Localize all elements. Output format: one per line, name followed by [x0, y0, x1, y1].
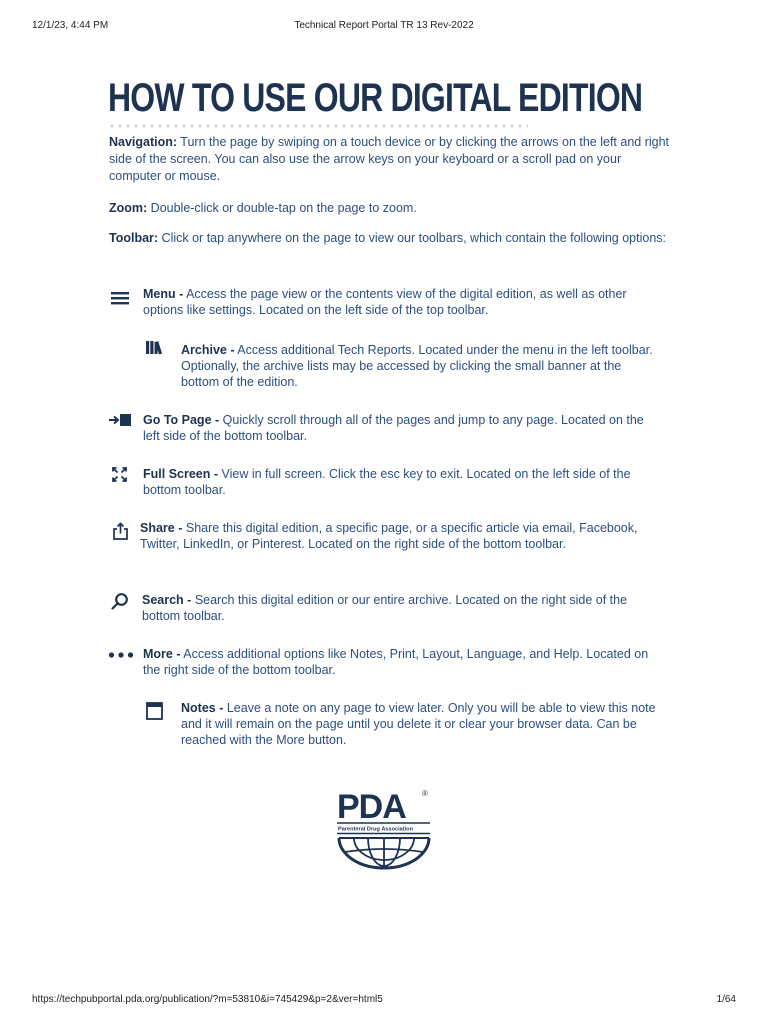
share-icon: [113, 522, 128, 540]
toolbar-text: Click or tap anywhere on the page to view our toolbars, which contain the following options:: [158, 231, 667, 245]
zoom-label: Zoom:: [109, 201, 148, 215]
menu-option-text: Access the page view or the contents view of the digital edition, as well as other options like settings. Located on the left side of the top toolbar.: [143, 287, 627, 317]
go-to-page-icon: [109, 413, 133, 427]
search-option-label: Search -: [142, 593, 192, 607]
full-screen-option: [143, 466, 663, 498]
archive-icon: [146, 340, 165, 355]
full-screen-option-text: View in full screen. Click the esc key to exit. Located on the left side of the bottom toolbar.: [143, 467, 631, 497]
title-dotted-rule: [108, 124, 528, 128]
go-to-page-option: [143, 412, 663, 444]
print-url: https://techpubportal.pda.org/publication/?m=53810&i=745429&p=2&ver=html5: [32, 994, 383, 1005]
search-icon: [111, 592, 129, 610]
archive-option: [181, 342, 661, 390]
notes-icon: [146, 702, 163, 720]
share-option-label: Share -: [140, 521, 183, 535]
share-option-text: Share this digital edition, a specific page, or a specific article via email, Facebook, Twitter, LinkedIn, or Pinterest. Located on the right side of the bottom toolbar.: [140, 521, 638, 551]
print-page-count: 1/64: [716, 994, 736, 1005]
logo-registered: ®: [422, 789, 428, 798]
search-option: [142, 592, 662, 624]
archive-option-label: Archive -: [181, 343, 235, 357]
navigation-paragraph: [109, 134, 669, 185]
more-icon: [108, 651, 134, 659]
menu-option: [143, 286, 663, 318]
navigation-label: Navigation:: [109, 135, 178, 149]
more-option-text: Access additional options like Notes, Print, Layout, Language, and Help. Located on the right side of the bottom toolbar.: [143, 647, 649, 677]
pda-logo: [334, 786, 434, 872]
toolbar-label: Toolbar:: [109, 231, 159, 245]
share-option: [140, 520, 665, 552]
notes-option: [181, 700, 666, 748]
more-option: [143, 646, 663, 678]
menu-option-label: Menu -: [143, 287, 184, 301]
logo-wordmark: PDA: [337, 788, 406, 826]
full-screen-icon: [112, 467, 127, 482]
zoom-text: Double-click or double-tap on the page to zoom.: [147, 201, 417, 215]
page-title: HOW TO USE OUR DIGITAL EDITION: [108, 76, 643, 120]
go-to-page-option-text: Quickly scroll through all of the pages and jump to any page. Located on the left side of the bottom toolbar.: [143, 413, 644, 443]
logo-tagline: Parenteral Drug Association: [338, 826, 414, 833]
notes-option-text: Leave a note on any page to view later. Only you will be able to view this note and it will remain on the page until you delete it or clear your browser data. Can be reached with the More button.: [181, 701, 656, 747]
full-screen-option-label: Full Screen -: [143, 467, 219, 481]
toolbar-paragraph: [109, 230, 669, 247]
go-to-page-option-label: Go To Page -: [143, 413, 220, 427]
zoom-paragraph: [109, 200, 669, 217]
print-page-title: Technical Report Portal TR 13 Rev-2022: [294, 20, 474, 31]
notes-option-label: Notes -: [181, 701, 224, 715]
archive-option-text: Access additional Tech Reports. Located under the menu in the left toolbar. Optionally, the archive lists may be accessed by clicking the small banner at the bottom of the edition.: [181, 343, 653, 389]
search-option-text: Search this digital edition or our entire archive. Located on the right side of the bottom toolbar.: [142, 593, 628, 623]
print-datetime: 12/1/23, 4:44 PM: [32, 20, 109, 31]
more-option-label: More -: [143, 647, 181, 661]
menu-icon: [111, 291, 129, 305]
navigation-text: Turn the page by swiping on a touch device or by clicking the arrows on the left and right side of the screen. You can also use the arrow keys on your keyboard or a scroll pad on your computer or mouse.: [109, 135, 670, 183]
